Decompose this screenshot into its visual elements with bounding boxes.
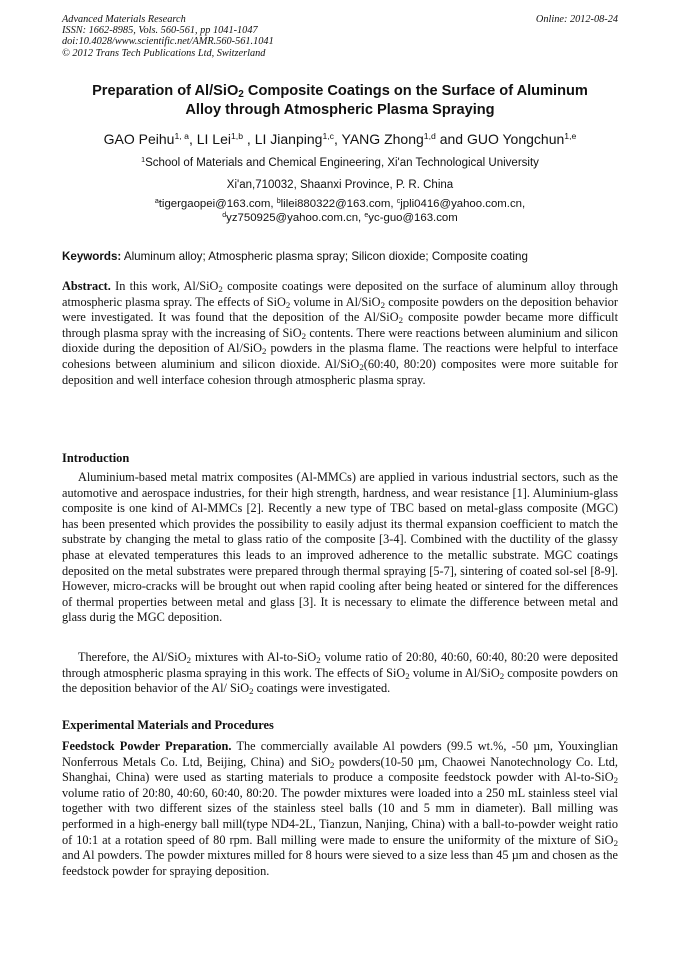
author-emails bbox=[62, 198, 618, 225]
email-line-1: $^a$tigergaopei@163.com, $^b$lilei880322@163.com, $^c$jpli0416@yahoo.com.cn, bbox=[154, 198, 526, 210]
abstract-label: Abstract. bbox=[62, 279, 111, 293]
keywords-line bbox=[62, 250, 618, 264]
email-line-2: $^d$yz750925@yahoo.com.cn, $^e$yc-guo@163.com bbox=[222, 211, 458, 224]
abstract-paragraph: Abstract. In this work, Al/SiO$_2$ composite coatings were deposited on the surface of aluminum alloy through atmospheric plasma spray. The effects of SiO$_2$ volume in Al/SiO$_2$ composite powders on the deposition behavior were investigated. It was found that the deposition of the Al/SiO$_2$ composite powder became more difficult through plasma spray with the increasing of SiO$_2$ contents. There were reactions between aluminium and silicon dioxide during the deposition of Al/SiO$_2$ powders in the plasma flame. The reactions were helpful to interface cohesions between aluminium and silicon dioxide. Al/SiO$_2$(60:40, 80:20) composites were more suitable for deposition and well interface cohesion through atmospheric plasma spray. bbox=[62, 279, 619, 387]
copyright-line: © 2012 Trans Tech Publications Ltd, Switzerland bbox=[62, 47, 266, 59]
introduction-paragraph-2: Therefore, the Al/SiO$_2$ mixtures with Al-to-SiO$_2$ volume ratio of 20:80, 40:60, 60:40, 80:20 were deposited through atmospheric plasma spraying in this work. The effects of SiO$_2$ volume in Al/SiO$_2$ composite powders on the deposition behavior of the Al/ SiO$_2$ coatings were investigated. bbox=[62, 650, 619, 697]
title-line-2: Alloy through Atmospheric Plasma Spraying bbox=[185, 102, 495, 118]
keywords-label: Keywords: bbox=[62, 250, 122, 263]
journal-header bbox=[62, 14, 618, 59]
introduction-heading: Introduction bbox=[62, 451, 130, 465]
title-line-1: Preparation of Al/SiO$_2$ Composite Coatings on the Surface of Aluminum bbox=[92, 83, 588, 100]
keywords-text: Aluminum alloy; Atmospheric plasma spray; Silicon dioxide; Composite coating bbox=[121, 250, 528, 263]
feedstock-label: Feedstock Powder Preparation. bbox=[62, 739, 232, 753]
experimental-heading: Experimental Materials and Procedures bbox=[62, 718, 274, 732]
affiliation-line-1: $^1$School of Materials and Chemical Engineering, Xi'an Technological University bbox=[141, 156, 539, 169]
journal-name: Advanced Materials Research bbox=[62, 14, 186, 25]
author-list: GAO Peihu$^{1, a}$, LI Lei$^{1,b}$ , LI Jianping$^{1,c}$, YANG Zhong$^{1,d}$ and GUO Yongchun$^{1,e}$ bbox=[103, 131, 577, 147]
paper-title bbox=[62, 82, 618, 120]
introduction-paragraph-1: Aluminium-based metal matrix composites (Al-MMCs) are applied in various industrial sectors, such as the automotive and aerospace industries, for their high strength, hardness, and wear resistance [1]. Aluminium-glass composite is one kind of Al-MMCs [2]. Recently a new type of TBC based on metal-glass composite (MGC) has been presented which provides the possibility to easily adjust its thermal expansion coefficient to match the substrate by changing the metal to glass ratio of the composite [3-4]. Combined with the ductility of the glassy phase at elevated temperatures this leads to an improved adherence to the metallic substrate. MGC coatings deposited on the metal substrates were prepared through thermal spraying [5-7], sintering of coated sol-sel [8-9]. However, micro-cracks will be brought out when rapid cooling after being heated or sintered for the differences of thermal properties between metal and glass [3]. It is necessary to elimate the difference between metal and glass durig the MGC deposition. bbox=[62, 470, 618, 625]
issn-line: ISSN: 1662-8985, Vols. 560-561, pp 1041-1047 bbox=[62, 25, 258, 37]
affiliation-line-2: Xi'an,710032, Shaanxi Province, P. R. China bbox=[226, 179, 454, 191]
doi-line: doi:10.4028/www.scientific.net/AMR.560-561.1041 bbox=[62, 36, 274, 48]
online-date: Online: 2012-08-24 bbox=[535, 14, 618, 25]
feedstock-paragraph: Feedstock Powder Preparation. The commercially available Al powders (99.5 wt.%, -50 µm, Youxinglian Nonferrous Metals Co. Ltd, Beijing, China) and SiO$_2$ powders(10-50 µm, Chaowei Nanotechnology Co. Ltd, Shanghai, China) were used as starting materials to produce a composite feedstock powder with Al-to-SiO$_2$ volume ratio of 20:80, 40:60, 60:40, 80:20. The powder mixtures were loaded into a 250 mL stainless steel vial together with two different sizes of the stainless steel balls (10 and 5 mm in diameter). Ball milling was performed in a high-energy ball mill(type ND4-2L, Tianzun, Nanjing, China) with a ball-to-powder weight ratio of 10:1 at a rotation speed of 80 rpm. Ball milling were made to ensure the uniformity of the mixture of SiO$_2$ and Al powders. The powder mixtures milled for 8 hours were sieved to a size less than 45 µm and chosen as the feedstock powder for spraying deposition. bbox=[62, 739, 618, 878]
